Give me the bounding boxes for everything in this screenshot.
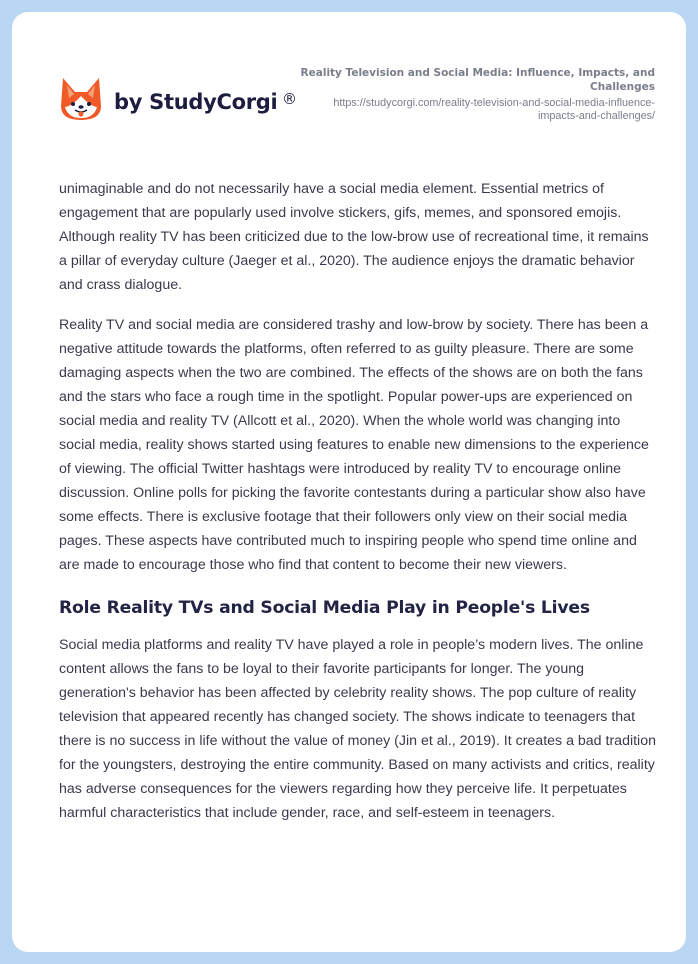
section-heading: Role Reality TVs and Social Media Play in People's Lives (59, 598, 590, 618)
document-meta (295, 66, 655, 123)
document-url-link[interactable]: https://studycorgi.com/reality-television-and-social-media-influence-impacts-and-challenges/ (333, 97, 655, 122)
document-title: Reality Television and Social Media: Influence, Impacts, and Challenges (300, 67, 655, 93)
document-body (59, 177, 659, 841)
document-card (12, 12, 686, 952)
registered-mark: ® (282, 90, 297, 108)
studycorgi-logo[interactable] (60, 76, 297, 122)
body-paragraph: unimaginable and do not necessarily have a social media element. Essential metrics of engagement that are popularly used involve stickers, gifs, memes, and sponsored emojis. Although reality TV has been criticized due to the low-brow use of recreational time, it remains a pillar of everyday culture (Jaeger et al., 2020). The audience enjoys the dramatic behavior and crass dialogue. (59, 181, 649, 293)
body-paragraph: Reality TV and social media are considered trashy and low-brow by society. There has been a negative attitude towards the platforms, often referred to as guilty pleasure. There are some damaging aspects when the two are combined. The effects of the shows are on both the fans and the stars who face a rough time in the spotlight. Popular power-ups are experienced on social media and reality TV (Allcott et al., 2020). When the whole world was changing into social media, reality shows started using features to enable new dimensions to the experience of viewing. The official Twitter hashtags were introduced by reality TV to encourage online discussion. Online polls for picking the favorite contestants during a particular show also have some effects. There is exclusive footage that their followers only view on their social media pages. These aspects have contributed much to inspiring people who spend time online and are made to encourage those who find that content to become their new viewers. (59, 317, 649, 573)
document-header (12, 12, 686, 162)
body-paragraph: Social media platforms and reality TV have played a role in people’s modern lives. The online content allows the fans to be loyal to their favorite participants for longer. The young generation's behavior has been affected by celebrity reality shows. The pop culture of reality television that appeared recently has changed society. The shows indicate to teenagers that there is no success in life without the value of money (Jin et al., 2019). It creates a bad tradition for the youngsters, destroying the entire community. Based on many activists and critics, reality has adverse consequences for the viewers regarding how they perceive life. It perpetuates harmful characteristics that include gender, race, and self-esteem in teenagers. (59, 637, 656, 821)
corgi-logo-icon (60, 76, 102, 122)
logo-text: by StudyCorgi (114, 90, 278, 114)
